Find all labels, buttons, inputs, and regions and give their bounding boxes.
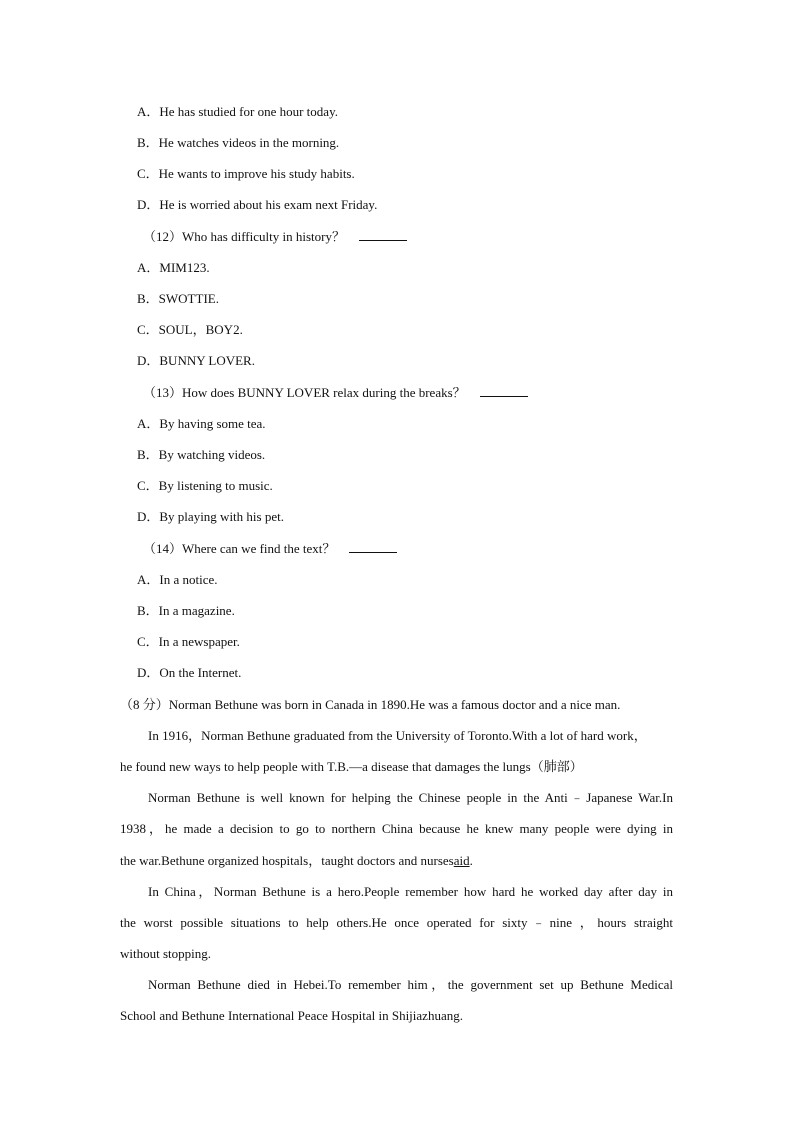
passage-p4-line1: Norman Bethune died in Hebei.To remember him，the government set up Bethune Medical xyxy=(148,977,673,992)
passage-p4-line2: School and Bethune International Peace Hospital in Shijiazhuang. xyxy=(120,1008,463,1023)
passage-p3-line2: the worst possible situations to help others.He once operated for sixty﹣nine ，hours straight xyxy=(120,915,673,930)
q14-answer-blank xyxy=(349,541,397,553)
q14-option-a: A．In a notice. xyxy=(137,572,218,587)
q13-answer-blank xyxy=(480,385,528,397)
underlined-word-aid: aid xyxy=(453,853,470,868)
q12-question-text: （12）Who has difficulty in history？ xyxy=(143,229,345,244)
passage-p2-line3 xyxy=(120,853,473,869)
q13-option-d: D．By playing with his pet. xyxy=(137,509,284,524)
q14-option-b: B．In a magazine. xyxy=(137,603,235,618)
q12-answer-blank xyxy=(359,229,407,241)
passage-p1-line1: In 1916，Norman Bethune graduated from the University of Toronto.With a lot of hard work， xyxy=(148,728,647,743)
q11-option-b: B．He watches videos in the morning. xyxy=(137,135,340,150)
q11-option-c: C．He wants to improve his study habits. xyxy=(137,166,355,181)
q14-option-d: D．On the Internet. xyxy=(137,665,242,680)
q13-option-a: A．By having some tea. xyxy=(137,416,266,431)
q13-question-text: （13）How does BUNNY LOVER relax during the breaks？ xyxy=(143,385,466,400)
q11-option-a: A．He has studied for one hour today. xyxy=(137,104,338,119)
q14-question-text: （14）Where can we find the text？ xyxy=(143,541,336,556)
q11-option-d: D．He is worried about his exam next Friday. xyxy=(137,197,378,212)
q12-option-a: A．MIM123. xyxy=(137,260,210,275)
q13-option-c: C．By listening to music. xyxy=(137,478,273,493)
q12-option-c: C．SOUL，BOY2. xyxy=(137,322,243,337)
passage-p3-line3: without stopping. xyxy=(120,946,212,961)
passage-p2-line1: Norman Bethune is well known for helping the Chinese people in the Anti﹣Japanese War.In xyxy=(148,790,673,805)
q13-question xyxy=(143,385,528,401)
q12-question xyxy=(143,229,407,245)
q14-option-c: C．In a newspaper. xyxy=(137,634,240,649)
q13-option-b: B．By watching videos. xyxy=(137,447,266,462)
passage-p1-line2: he found new ways to help people with T.B.—a disease that damages the lungs（肺部） xyxy=(120,759,583,774)
q14-question xyxy=(143,541,397,557)
q12-option-b: B．SWOTTIE. xyxy=(137,291,219,306)
passage-p2-line2: 1938，he made a decision to go to northern China because he knew many people were dying in xyxy=(120,821,673,836)
q12-option-d: D．BUNNY LOVER. xyxy=(137,353,255,368)
passage-p3-line1: In China，Norman Bethune is a hero.People remember how hard he worked day after day in xyxy=(148,884,673,899)
passage-heading: （8 分）Norman Bethune was born in Canada in 1890.He was a famous doctor and a nice man. xyxy=(120,697,621,712)
passage-p2-line3-text: the war.Bethune organized hospitals，taught doctors and nurses xyxy=(120,853,454,868)
passage-p2-line3-end: . xyxy=(469,853,473,868)
